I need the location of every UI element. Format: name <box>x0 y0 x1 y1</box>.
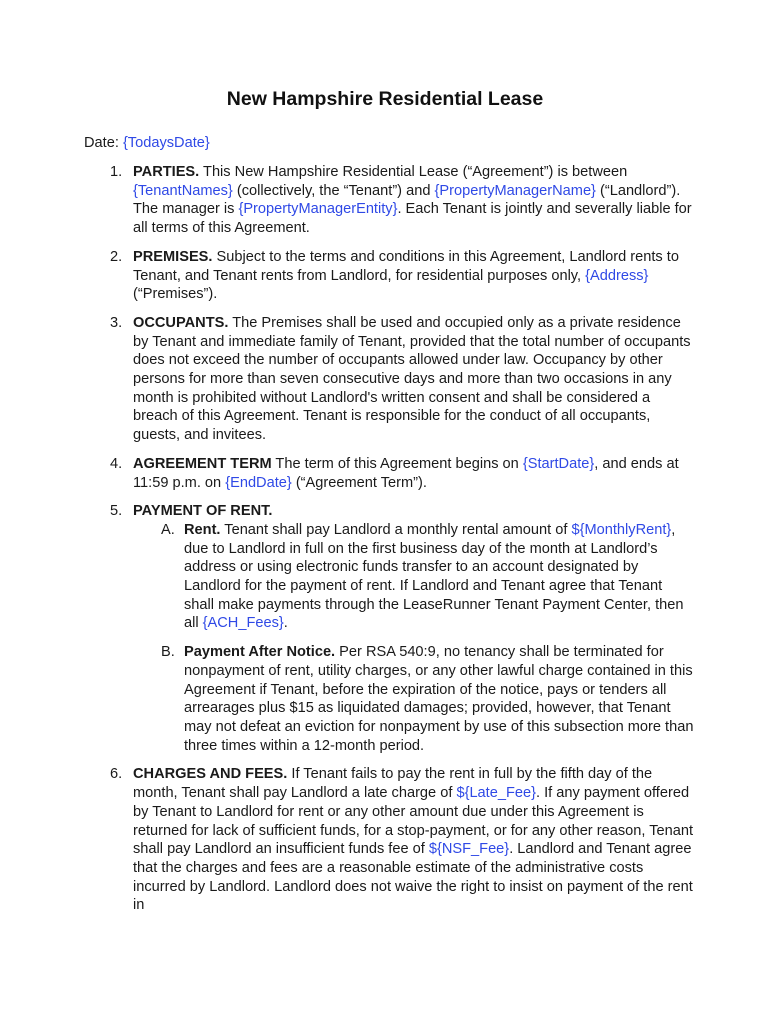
section-number: 3. <box>110 314 123 331</box>
body-text: . Landlord and Tenant agree that the charges and fees are a reasonable estimate of the administrative costs incurred by Landlord. Landlord does not waive the right to insist on payment of the rent in <box>133 841 693 914</box>
subsection-heading: Payment After Notice. <box>184 644 336 661</box>
subsection-list <box>133 521 694 755</box>
section-number: 6. <box>110 766 123 783</box>
body-text: (“Agreement Term”). <box>291 474 427 491</box>
placeholder-field: {ACH_Fees} <box>202 615 284 632</box>
section-3 <box>84 314 694 445</box>
body-text: , and ends at 11:59 p.m. on <box>133 455 679 491</box>
body-text: . Each Tenant is jointly and severally liable for all terms of this Agreement. <box>133 201 692 237</box>
section-heading: PARTIES. <box>133 164 200 180</box>
placeholder-field: {StartDate} <box>522 455 595 472</box>
section-heading: AGREEMENT TERM <box>133 455 272 472</box>
body-text: The Premises shall be used and occupied only as a private residence by Tenant and immediate family of Tenant, provided that the total number of occupants does not exceed the number of occupants allowed under law. Occupancy by other persons for more than seven consecutive days and more than two occasions in any month is prohibited without Landlord's written consent and shall be considered a breach of this Agreement. Tenant is responsible for the conduct of all occupants, guests, and invitees. <box>133 314 691 444</box>
placeholder-field: ${MonthlyRent} <box>571 521 672 538</box>
body-text: Tenant shall pay Landlord a monthly rental amount of <box>220 521 572 538</box>
date-placeholder: {TodaysDate} <box>122 135 210 151</box>
section-5 <box>84 502 694 755</box>
section-number: 1. <box>110 164 123 180</box>
placeholder-field: {PropertyManagerName} <box>434 182 596 199</box>
body-text: If Tenant fails to pay the rent in full by the fifth day of the month, Tenant shall pay Landlord a late charge of <box>133 766 653 802</box>
subsection-letter: A. <box>161 521 175 538</box>
body-text: (“Premises”). <box>133 286 218 303</box>
section-heading: PAYMENT OF RENT. <box>133 503 273 520</box>
section-2 <box>84 248 694 304</box>
subsection-heading: Rent. <box>184 521 221 538</box>
section-number: 5. <box>110 503 123 520</box>
date-label: Date: <box>84 135 123 151</box>
body-text: . If any payment offered by Tenant to Landlord for rent or any other amount due under this Agreement is returned for lack of sufficient funds, for a stop-payment, or for any other reason, Tenant shall pay Landlord an insufficient funds fee of <box>133 785 694 858</box>
body-text: (“Landlord”). The manager is <box>133 182 681 218</box>
placeholder-field: {PropertyManagerEntity} <box>238 201 398 218</box>
body-text: . <box>283 615 288 632</box>
body-text: The term of this Agreement begins on <box>271 455 523 472</box>
document-title: New Hampshire Residential Lease <box>226 88 544 110</box>
body-text: Per RSA 540:9, no tenancy shall be terminated for nonpayment of rent, utility charges, or any other lawful charge contained in this Agreement if Tenant, before the expiration of the notice, pays or tenders all arrearages plus $15 as liquidated damages; provided, however, that Tenant may not defeat an eviction for nonpayment by use of this subsection more than three times within a 12-month period. <box>184 644 694 754</box>
subsection-a <box>133 521 694 633</box>
section-number: 2. <box>110 248 123 265</box>
body-text: This New Hampshire Residential Lease (“Agreement”) is between <box>199 164 628 180</box>
placeholder-field: {Address} <box>585 267 649 284</box>
body-text: Subject to the terms and conditions in this Agreement, Landlord rents to Tenant, and Tenant rents from Landlord, for residential purposes only, <box>133 248 679 284</box>
body-text: (collectively, the “Tenant”) and <box>232 182 435 199</box>
date-line <box>84 134 210 153</box>
placeholder-field: {EndDate} <box>225 474 292 491</box>
placeholder-field: {TenantNames} <box>133 182 233 199</box>
section-heading: OCCUPANTS. <box>133 314 229 331</box>
body-text: , due to Landlord in full on the first business day of the month at Landlord’s address or using electronic funds transfer to an account designated by Landlord for the payment of rent. If Landlord and Tenant agree that Tenant shall make payments through the LeaseRunner Tenant Payment Center, then all <box>184 521 684 632</box>
section-1 <box>84 163 694 238</box>
placeholder-field: ${NSF_Fee} <box>428 841 510 858</box>
section-number: 4. <box>110 455 123 472</box>
subsection-letter: B. <box>161 644 175 661</box>
section-heading: PREMISES. <box>133 248 213 265</box>
lease-sections <box>84 163 694 925</box>
section-6 <box>84 765 694 915</box>
placeholder-field: ${Late_Fee} <box>456 785 536 802</box>
section-heading: CHARGES AND FEES. <box>133 766 288 783</box>
subsection-b <box>133 643 694 755</box>
section-4 <box>84 455 694 492</box>
